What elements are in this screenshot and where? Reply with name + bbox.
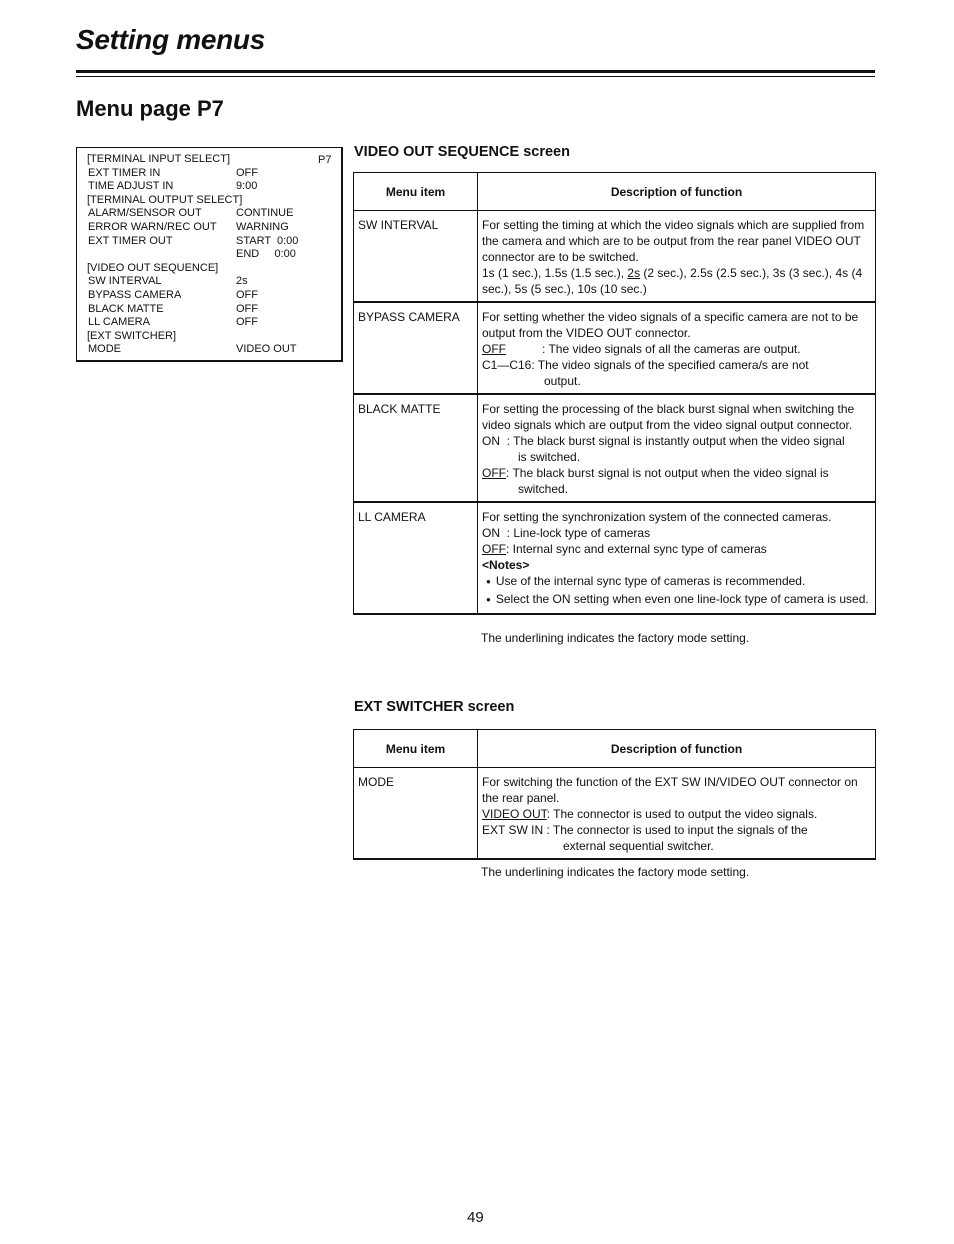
osd-line-value: START 0:00: [236, 234, 299, 247]
osd-line-label: ERROR WARN/REC OUT: [88, 221, 217, 233]
osd-line-label: EXT TIMER OUT: [88, 234, 173, 247]
menu-item-sw-interval: SW INTERVAL: [354, 211, 478, 303]
osd-line: [77, 289, 341, 303]
option-text: : The video signals of all the cameras are output.: [542, 342, 801, 356]
osd-line: [77, 235, 341, 249]
osd-line: [77, 194, 341, 208]
note-item: ● Use of the internal sync type of cameras is recommended.: [482, 573, 872, 591]
header-rule-thin: [76, 76, 875, 77]
ext-switcher-table: [353, 729, 876, 860]
table-row: [354, 768, 876, 860]
option-text: : Internal sync and external sync type of cameras: [506, 542, 767, 556]
osd-line: [77, 262, 341, 276]
option-text: : Line-lock type of cameras: [500, 526, 651, 540]
factory-default-value: OFF: [482, 542, 506, 556]
osd-line: [77, 343, 341, 357]
osd-line: [77, 221, 341, 235]
menu-item-ll-camera: LL CAMERA: [354, 502, 478, 614]
desc-text: For setting the processing of the black burst signal when switching the video signals which are output from the video signal output connector.: [482, 402, 855, 432]
options-text: (2 sec.), 2.5s (2.5 sec.), 3s (3 sec.), 4s (4 sec.), 5s (5 sec.), 10s (10 sec.): [482, 266, 863, 296]
option-key: C1—C16: [482, 358, 532, 372]
osd-line-label: [TERMINAL OUTPUT SELECT]: [87, 193, 243, 206]
factory-default-value: VIDEO OUT: [482, 807, 547, 821]
osd-line: [77, 316, 341, 330]
osd-line-label: TIME ADJUST IN: [88, 180, 174, 193]
osd-line-label: BLACK MATTE: [88, 302, 164, 315]
column-header-menu-item: Menu item: [354, 173, 478, 211]
osd-line-value: CONTINUE: [236, 207, 294, 220]
table-row: [354, 502, 876, 614]
option-text-cont: output.: [544, 374, 581, 388]
header-rule-thick: [76, 70, 875, 73]
osd-line-value: 9:00: [236, 180, 258, 193]
table-row: [354, 302, 876, 394]
description-ll-camera: [478, 502, 876, 614]
column-header-description: Description of function: [478, 730, 876, 768]
osd-line-value: OFF: [236, 316, 258, 329]
osd-line: [77, 153, 341, 167]
section-title-ext-switcher: EXT SWITCHER screen: [354, 699, 515, 715]
desc-text: For setting the timing at which the video signals which are supplied from the camera and which are to be output from the rear panel VIDEO OUT connector are to be switched.: [482, 218, 865, 264]
document-title: Setting menus: [76, 24, 266, 55]
osd-menu-box: [76, 147, 343, 362]
table-row: [354, 211, 876, 303]
osd-line: [77, 303, 341, 317]
osd-line-label: EXT TIMER IN: [88, 166, 161, 179]
option-key: EXT SW IN: [482, 823, 544, 837]
osd-line-value: WARNING: [236, 221, 289, 233]
osd-line-value: OFF: [236, 302, 258, 315]
options-text: 1s (1 sec.), 1.5s (1.5 sec.),: [482, 266, 628, 280]
option-text-cont: external sequential switcher.: [563, 839, 714, 853]
osd-line-label: LL CAMERA: [88, 316, 150, 329]
osd-line: [77, 248, 341, 262]
factory-setting-footnote: The underlining indicates the factory mode setting.: [481, 631, 750, 645]
osd-line-value: END 0:00: [236, 248, 296, 261]
menu-item-bypass-camera: BYPASS CAMERA: [354, 302, 478, 394]
option-text: : The black burst signal is instantly output when the video signal: [500, 434, 845, 448]
description-bypass-camera: [478, 302, 876, 394]
osd-line-label: SW INTERVAL: [88, 275, 162, 288]
osd-line: [77, 330, 341, 344]
table-header-row: [354, 730, 876, 768]
osd-line-value: VIDEO OUT: [236, 343, 297, 356]
desc-text: For setting the synchronization system of the connected cameras.: [482, 510, 832, 524]
section-title-video-out-sequence: VIDEO OUT SEQUENCE screen: [354, 144, 570, 160]
menu-item-mode: MODE: [354, 768, 478, 860]
option-text-cont: switched.: [518, 482, 569, 496]
option-key: ON: [482, 434, 500, 448]
osd-line-label: [TERMINAL INPUT SELECT]: [87, 153, 231, 165]
osd-page-label: P7: [318, 154, 332, 166]
option-text-cont: is switched.: [518, 450, 581, 464]
description-sw-interval: [478, 211, 876, 303]
option-text: : The connector is used to output the video signals.: [546, 807, 818, 821]
option-key: ON: [482, 526, 500, 540]
description-mode: [478, 768, 876, 860]
column-header-menu-item: Menu item: [354, 730, 478, 768]
osd-line: [77, 180, 341, 194]
page-number: 49: [467, 1209, 484, 1226]
osd-line-label: [VIDEO OUT SEQUENCE]: [87, 261, 219, 274]
desc-text: For setting whether the video signals of a specific camera are not to be output from the VIDEO OUT connector.: [482, 310, 859, 340]
factory-default-value: 2s: [627, 266, 641, 280]
menu-item-black-matte: BLACK MATTE: [354, 394, 478, 502]
factory-default-value: OFF: [482, 342, 506, 356]
table-row: [354, 394, 876, 502]
osd-line-label: BYPASS CAMERA: [88, 289, 182, 301]
osd-line-label: ALARM/SENSOR OUT: [88, 207, 202, 220]
osd-line: [77, 207, 341, 221]
desc-text: For switching the function of the EXT SW IN/VIDEO OUT connector on the rear panel.: [482, 775, 858, 805]
page-heading: Menu page P7: [76, 96, 224, 121]
osd-line-label: [EXT SWITCHER]: [87, 329, 177, 342]
option-text: : The connector is used to input the signals of the: [543, 823, 808, 837]
table-header-row: [354, 173, 876, 211]
video-out-sequence-table: [353, 172, 876, 615]
notes-label: <Notes>: [482, 558, 530, 572]
option-text: : The video signals of the specified camera/s are not: [531, 358, 809, 372]
factory-setting-footnote: The underlining indicates the factory mode setting.: [481, 865, 750, 879]
osd-line: [77, 275, 341, 289]
osd-line: [77, 167, 341, 181]
factory-default-value: OFF: [482, 466, 506, 480]
column-header-description: Description of function: [478, 173, 876, 211]
description-black-matte: [478, 394, 876, 502]
osd-line-value: OFF: [236, 166, 258, 179]
osd-line-label: MODE: [88, 343, 121, 356]
osd-line-value: OFF: [236, 289, 258, 301]
osd-line-value: 2s: [236, 275, 248, 288]
option-text: : The black burst signal is not output when the video signal is: [506, 466, 829, 480]
note-item: ● Select the ON setting when even one line-lock type of camera is used.: [482, 591, 872, 609]
